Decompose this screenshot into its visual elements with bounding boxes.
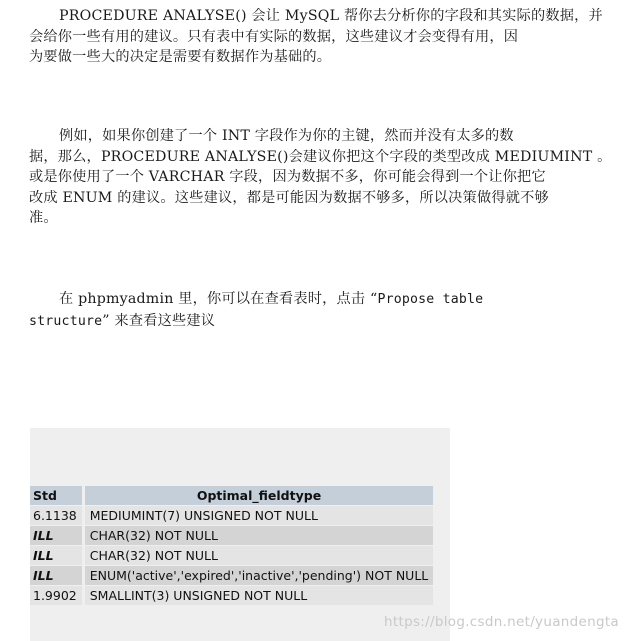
std-cell: 6.1138 <box>30 506 82 525</box>
text-fragment: ” 来查看这些建议 <box>102 312 216 329</box>
table-row <box>30 506 433 525</box>
text-line: 例如，如果你创建了一个 INT 字段作为你的主键，然而并没有太多的数 <box>59 128 514 144</box>
text-line <box>29 289 589 311</box>
column-header-optimal-fieldtype: Optimal_fieldtype <box>85 486 434 505</box>
table-row <box>30 586 433 605</box>
table-row <box>30 566 433 585</box>
table-header-row <box>30 486 433 505</box>
text-line <box>29 311 589 333</box>
text-line: 会给你一些有用的建议。只有表中有实际的数据，这些建议才会变得有用，因 <box>29 28 519 45</box>
table-row <box>30 526 433 545</box>
code-fragment: structure <box>29 313 103 329</box>
column-header-std: Std <box>30 486 82 505</box>
text-line: 据，那么，PROCEDURE ANALYSE()会建议你把这个字段的类型改成 MEDIUMINT 。 <box>29 148 612 165</box>
fieldtype-cell: MEDIUMINT(7) UNSIGNED NOT NULL <box>85 506 434 525</box>
std-cell: ILL <box>30 546 82 565</box>
text-line: 或是你使用了一个 VARCHAR 字段，因为数据不多，你可能会得到一个让你把它 <box>29 169 546 185</box>
fieldtype-cell: CHAR(32) NOT NULL <box>85 526 434 545</box>
paragraph-phpmyadmin <box>29 289 589 332</box>
text-line: 改成 ENUM 的建议。这些建议，都是可能因为数据不够多，所以决策做得就不够 <box>29 189 549 206</box>
code-fragment: Propose table <box>377 292 484 307</box>
fieldtype-cell: CHAR(32) NOT NULL <box>85 546 434 565</box>
text-line: 准。 <box>29 210 58 226</box>
std-cell: ILL <box>30 566 82 585</box>
text-line: PROCEDURE ANALYSE() 会让 MySQL 帮你去分析你的字段和其实际的数据，并 <box>59 8 603 24</box>
table-row <box>30 546 433 565</box>
paragraph-example <box>29 126 612 229</box>
text-fragment: 在 phpmyadmin 里，你可以在查看表时，点击 “ <box>59 291 378 307</box>
optimal-fieldtype-table <box>30 485 436 606</box>
paragraph-procedure-analyse <box>29 6 603 68</box>
std-cell: 1.9902 <box>30 586 82 605</box>
fieldtype-cell: ENUM('active','expired','inactive','pending') NOT NULL <box>85 566 434 585</box>
text-line: 为要做一些大的决定是需要有数据作为基础的。 <box>29 49 332 65</box>
watermark-url: https://blog.csdn.net/yuandengta <box>384 614 619 630</box>
phpmyadmin-screenshot <box>30 428 450 641</box>
fieldtype-cell: SMALLINT(3) UNSIGNED NOT NULL <box>85 586 434 605</box>
std-cell: ILL <box>30 526 82 545</box>
